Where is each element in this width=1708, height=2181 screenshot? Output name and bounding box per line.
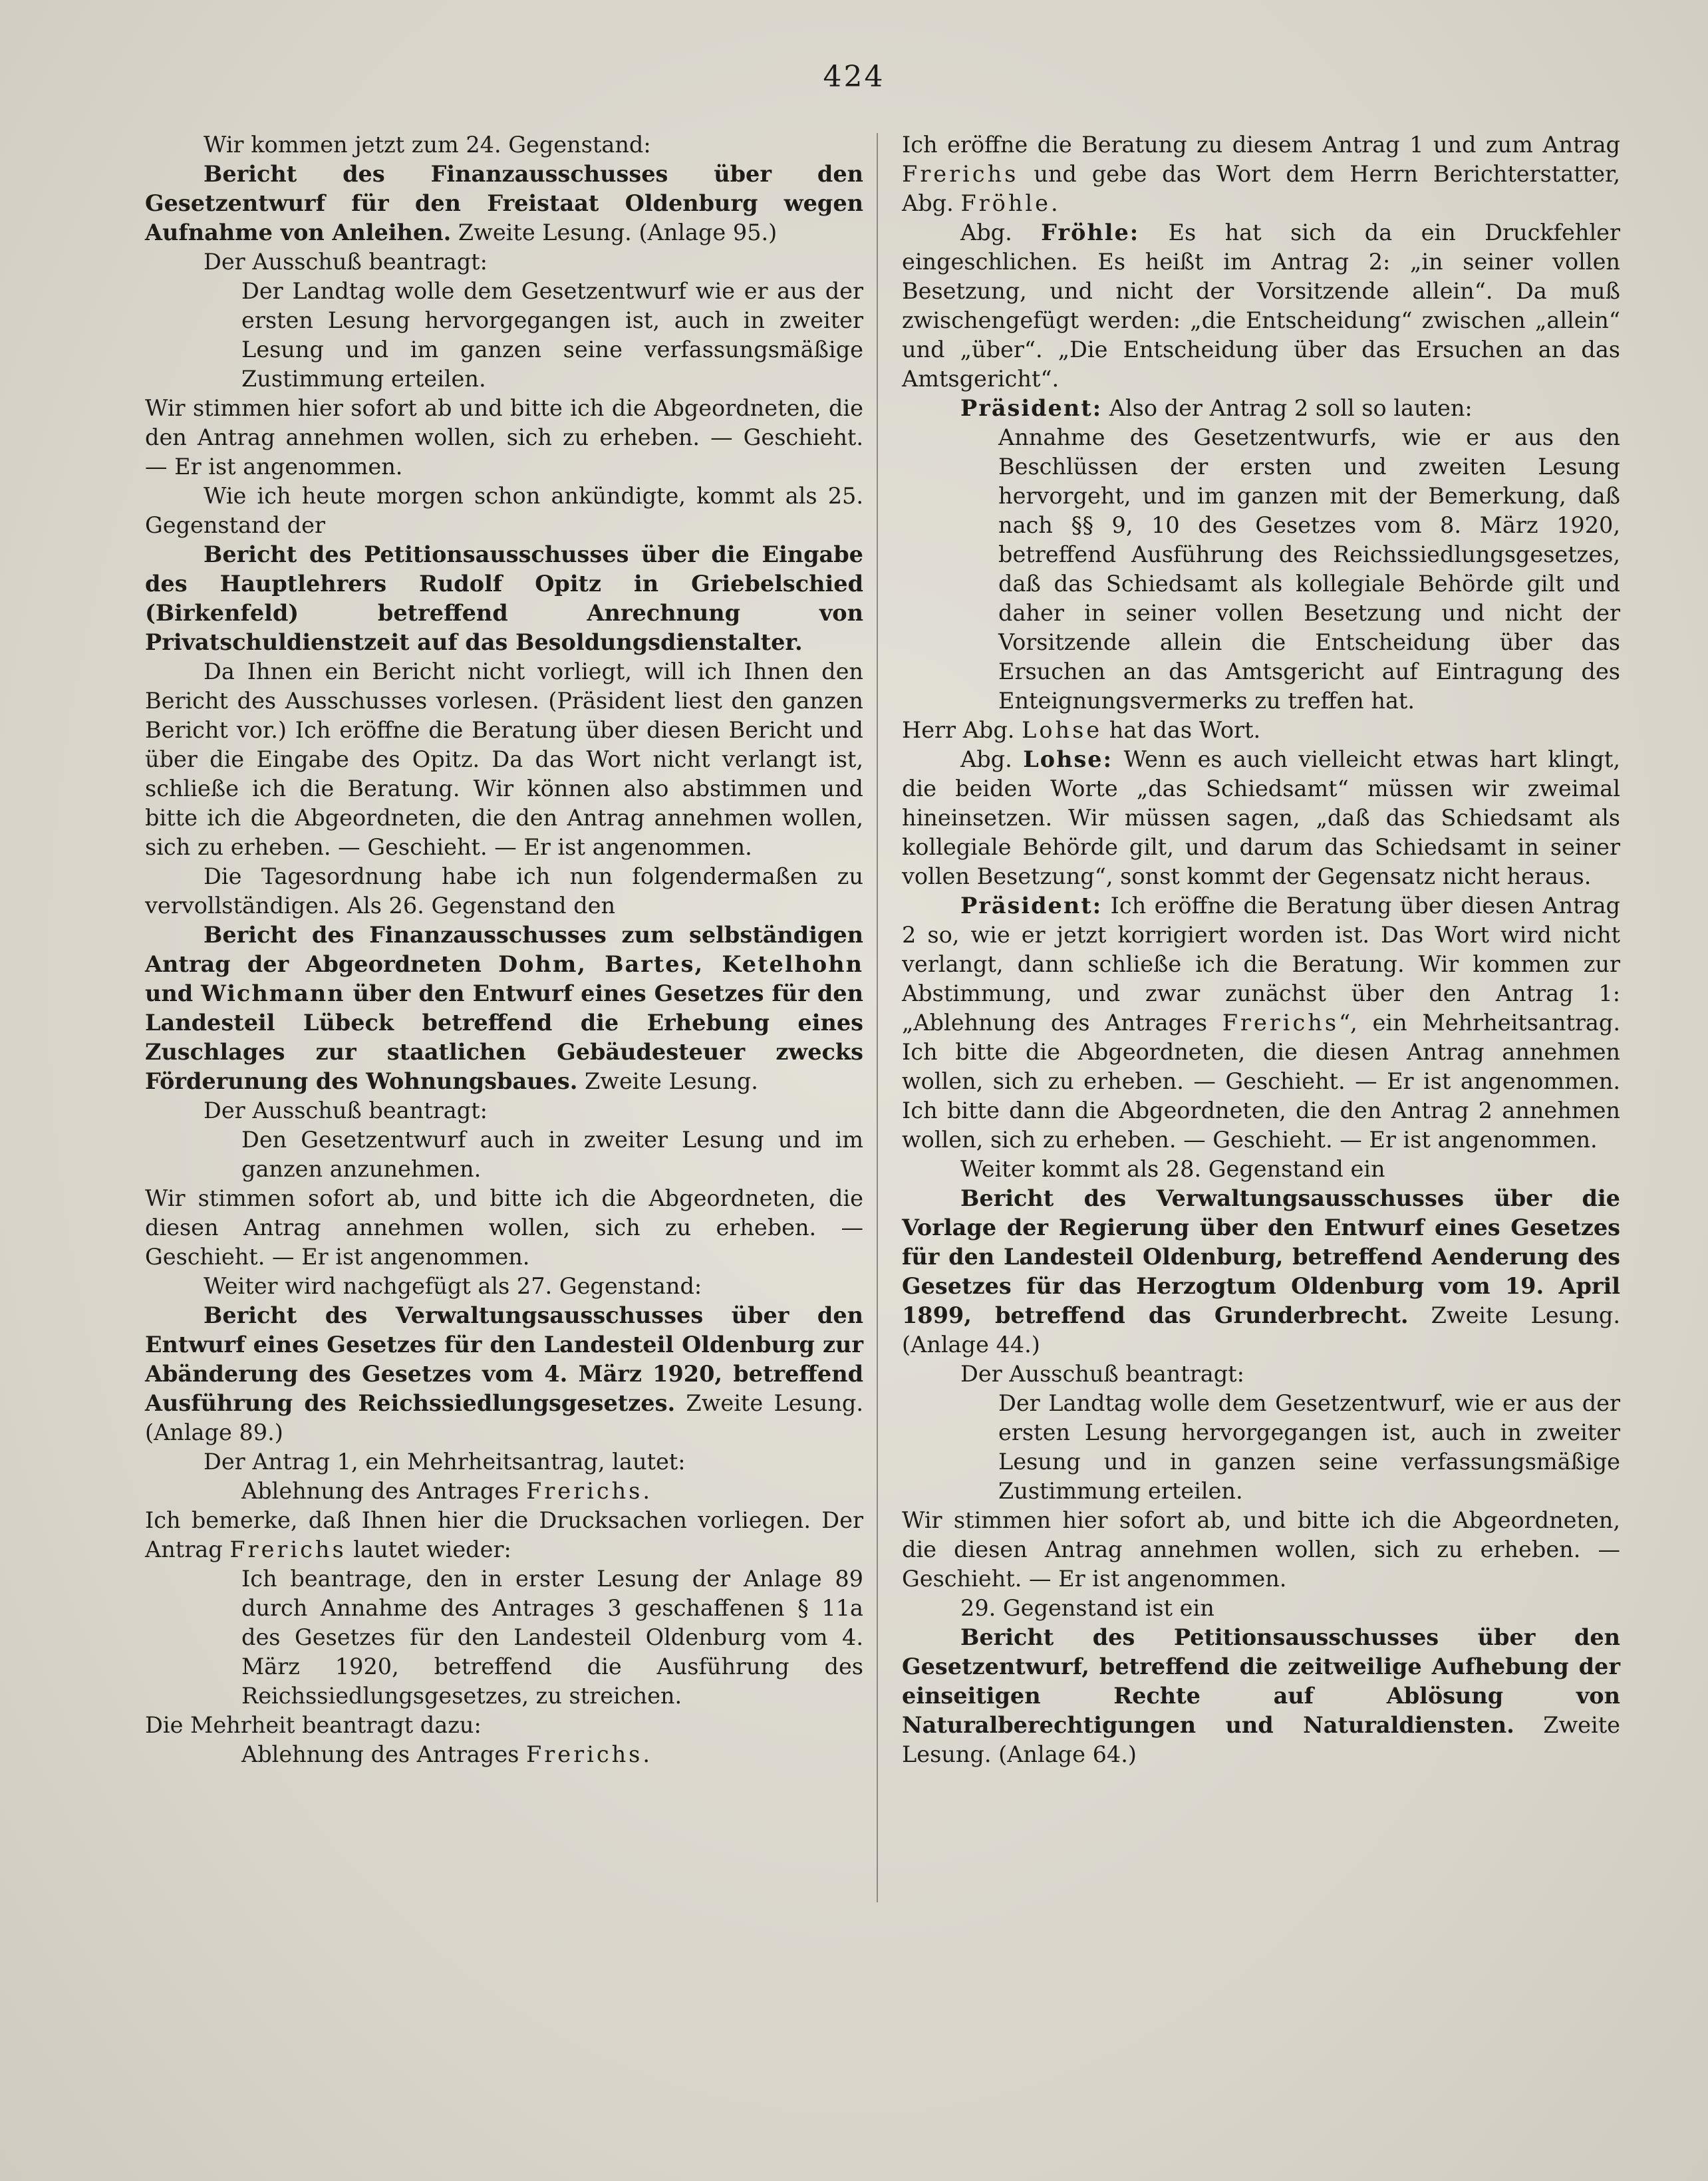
text-run: Fröhle bbox=[960, 190, 1051, 216]
paragraph bbox=[902, 394, 1620, 423]
text-run: Der Ausschuß beantragt: bbox=[204, 1097, 488, 1123]
text-run: Also der Antrag 2 soll so lauten: bbox=[1102, 395, 1473, 421]
paragraph bbox=[902, 1506, 1620, 1594]
page-number: 424 bbox=[823, 60, 885, 94]
text-run: Ablehnung des Antrages bbox=[241, 1741, 527, 1767]
column-divider bbox=[877, 133, 878, 1902]
paragraph bbox=[241, 1125, 863, 1184]
left-column bbox=[145, 130, 863, 1769]
paragraph bbox=[145, 657, 863, 862]
text-run: Wenn es auch vielleicht etwas hart klingt, die beiden Worte „das Schiedsamt“ müssen wir zweimal hineinsetzen. Wir müssen sagen, „daß das Schiedsamt als kollegiale Behörde gilt, und darum das Schiedsamt in seiner vollen Besetzung“, sonst kommt der Gegensatz nicht heraus. bbox=[902, 746, 1620, 889]
text-run: und gebe das Wort dem Herrn Berichterstatter, Abg. bbox=[902, 161, 1620, 216]
text-run: Ablehnung des Antrages bbox=[241, 1478, 527, 1504]
text-run: Fröhle: bbox=[1041, 219, 1140, 245]
text-run: Bericht des Petitionsausschusses über die Eingabe des Hauptlehrers Rudolf Opitz in Griebelschied (Birkenfeld) betreffend Anrechnung von Privatschuldienstzeit auf das Besoldungsdienstalter. bbox=[145, 541, 863, 655]
paragraph bbox=[902, 1360, 1620, 1389]
paragraph bbox=[902, 1155, 1620, 1184]
text-run: Frerichs bbox=[902, 161, 1019, 187]
text-run: Präsident: bbox=[960, 893, 1103, 919]
text-run: Wie ich heute morgen schon ankündigte, kommt als 25. Gegenstand der bbox=[145, 483, 863, 538]
text-run: Der Landtag wolle dem Gesetzentwurf, wie er aus der ersten Lesung hervorgegangen ist, auch in zweiter Lesung und in ganzen seine verfassungsmäßige Zustimmung erteilen. bbox=[998, 1390, 1620, 1504]
paragraph bbox=[145, 921, 863, 1096]
text-run: Zweite Lesung. (Anlage 44.) bbox=[902, 1302, 1620, 1358]
paragraph bbox=[241, 1477, 863, 1506]
paragraph bbox=[902, 745, 1620, 891]
text-run: Zweite Lesung. bbox=[577, 1068, 758, 1094]
text-run: Frerichs bbox=[229, 1536, 347, 1562]
text-run: Ich eröffne die Beratung zu diesem Antrag 1 und zum Antrag bbox=[902, 132, 1620, 158]
paragraph bbox=[145, 247, 863, 277]
text-run: Lohse bbox=[1022, 717, 1103, 743]
paragraph bbox=[241, 1740, 863, 1769]
text-run: und bbox=[145, 980, 202, 1006]
text-run: Bericht des Verwaltungsausschusses über den Entwurf eines Gesetzes für den Landesteil Oldenburg zur Abänderung des Gesetzes vom 4. März 1920, betreffend Ausführung des Reichssiedlungsgesetzes. bbox=[145, 1302, 863, 1416]
text-run: Frerichs bbox=[1222, 1010, 1340, 1036]
paragraph bbox=[145, 130, 863, 160]
paragraph bbox=[902, 1184, 1620, 1360]
text-run: Frerichs bbox=[526, 1741, 643, 1767]
text-run: Bericht des Verwaltungsausschusses über die Vorlage der Regierung über den Entwurf eines Gesetzes für den Landesteil Oldenburg, betreffend Aenderung des Gesetzes für das Herzogtum Oldenburg vom 19. April 1899, betreffend das Grunderbrecht. bbox=[902, 1185, 1620, 1328]
text-run: Bericht des Finanzausschusses über den Gesetzentwurf für den Freistaat Oldenburg wegen Aufnahme von Anleihen. bbox=[145, 161, 863, 245]
paragraph bbox=[902, 218, 1620, 394]
text-run: Der Landtag wolle dem Gesetzentwurf wie er aus der ersten Lesung hervorgegangen ist, auch in zweiter Lesung und im ganzen seine verfassungsmäßige Zustimmung erteilen. bbox=[241, 278, 863, 392]
text-run: Zweite Lesung. (Anlage 95.) bbox=[451, 219, 778, 245]
paragraph bbox=[145, 1096, 863, 1125]
text-run: . bbox=[1050, 190, 1058, 216]
paragraph bbox=[145, 160, 863, 247]
text-run: Dohm, Bartes, Ketelhohn bbox=[498, 951, 863, 977]
text-run: “, ein Mehrheitsantrag. Ich bitte die Abgeordneten, die diesen Antrag annehmen wollen, sich zu erheben. — Geschieht. — Er ist angenommen. Ich bitte dann die Abgeordneten, die den Antrag 2 annehmen wollen, sich zu erheben. — Geschieht. — Er ist angenommen. bbox=[902, 1010, 1620, 1153]
paragraph bbox=[902, 716, 1620, 745]
text-run: hat das Wort. bbox=[1102, 717, 1261, 743]
paragraph bbox=[145, 1184, 863, 1272]
text-run: Frerichs bbox=[526, 1478, 643, 1504]
text-run: Die Mehrheit beantragt dazu: bbox=[145, 1712, 482, 1738]
text-run: Weiter wird nachgefügt als 27. Gegenstand: bbox=[204, 1273, 702, 1299]
text-run: Ich bemerke, daß Ihnen hier die Drucksachen vorliegen. Der Antrag bbox=[145, 1507, 863, 1562]
right-column bbox=[902, 130, 1620, 1769]
text-run: Ich beantrage, den in erster Lesung der Anlage 89 durch Annahme des Antrages 3 geschaffenen § 11a des Gesetzes für den Landesteil Oldenburg vom 4. März 1920, betreffend die Ausführung des Reichssiedlungsgesetzes, zu streichen. bbox=[241, 1566, 863, 1709]
text-run: Wir kommen jetzt zum 24. Gegenstand: bbox=[204, 132, 651, 158]
text-run: Da Ihnen ein Bericht nicht vorliegt, will ich Ihnen den Bericht des Ausschusses vorlesen. (Präsident liest den ganzen Bericht vor.) Ich eröffne die Beratung über diesen Bericht und über die Eingabe des Opitz. Da das Wort nicht verlangt ist, schließe ich die Beratung. Wir können also abstimmen und bitte ich die Abgeordneten, die den Antrag annehmen wollen, sich zu erheben. — Geschieht. — Er ist angenommen. bbox=[145, 658, 863, 860]
text-run: Abg. bbox=[960, 746, 1024, 772]
paragraph bbox=[902, 1623, 1620, 1769]
paragraph bbox=[145, 540, 863, 657]
text-run: Bericht des Finanzausschusses zum selbständigen Antrag der Abgeordneten bbox=[145, 922, 863, 977]
text-run: Ich eröffne die Beratung über diesen Antrag 2 so, wie er jetzt korrigiert worden ist. Das Wort wird nicht verlangt, dann schließe ich die Beratung. Wir kommen zur Abstimmung, und zwar zunächst über den Antrag 1: „Ablehnung des Antrages bbox=[902, 893, 1620, 1036]
text-run: Es hat sich da ein Druckfehler eingeschlichen. Es heißt im Antrag 2: „in seiner vollen Besetzung, und nicht der Vorsitzende allein“. Da muß zwischengefügt werden: „die Entscheidung“ zwischen „allein“ und „über“. „Die Entscheidung über das Ersuchen an das Amtsgericht“. bbox=[902, 219, 1620, 392]
text-run: Wir stimmen hier sofort ab und bitte ich die Abgeordneten, die den Antrag annehmen wollen, sich zu erheben. — Geschieht. — Er ist angenommen. bbox=[145, 395, 863, 480]
paragraph bbox=[145, 1506, 863, 1564]
text-run: Lohse: bbox=[1023, 746, 1113, 772]
text-run: 29. Gegenstand ist ein bbox=[960, 1595, 1214, 1621]
text-run: Zweite Lesung. (Anlage 64.) bbox=[902, 1712, 1620, 1767]
text-run: Abg. bbox=[960, 219, 1042, 245]
paragraph bbox=[145, 1447, 863, 1477]
paragraph bbox=[145, 1711, 863, 1740]
text-run: Der Ausschuß beantragt: bbox=[204, 249, 488, 275]
paragraph bbox=[902, 130, 1620, 218]
text-run: Wichmann bbox=[201, 980, 345, 1006]
text-run: Den Gesetzentwurf auch in zweiter Lesung und im ganzen anzunehmen. bbox=[241, 1127, 863, 1182]
text-run: Annahme des Gesetzentwurfs, wie er aus den Beschlüssen der ersten und zweiten Lesung hervorgeht, und im ganzen mit der Bemerkung, daß nach §§ 9, 10 des Gesetzes vom 8. März 1920, betreffend Ausführung des Reichssiedlungsgesetzes, daß das Schiedsamt als kollegiale Behörde gilt und daher in seiner vollen Besetzung und nicht der Vorsitzende allein die Entscheidung über das Ersuchen an das Amtsgericht auf Eintragung des Enteignungsvermerks zu treffen hat. bbox=[998, 424, 1620, 714]
paragraph bbox=[145, 394, 863, 482]
text-run: Herr Abg. bbox=[902, 717, 1022, 743]
text-run: Präsident: bbox=[960, 395, 1103, 421]
paragraph bbox=[145, 1301, 863, 1447]
text-run: Der Ausschuß beantragt: bbox=[960, 1361, 1244, 1387]
paragraph bbox=[241, 277, 863, 394]
paragraph bbox=[241, 1564, 863, 1711]
text-run: Weiter kommt als 28. Gegenstand ein bbox=[960, 1156, 1385, 1182]
text-run: Wir stimmen sofort ab, und bitte ich die Abgeordneten, die diesen Antrag annehmen wollen, sich zu erheben. — Geschieht. — Er ist angenommen. bbox=[145, 1185, 863, 1270]
paragraph bbox=[902, 1594, 1620, 1623]
text-run: Die Tagesordnung habe ich nun folgendermaßen zu vervollständigen. Als 26. Gegenstand den bbox=[145, 863, 863, 919]
text-run: Zweite Lesung. (Anlage 89.) bbox=[145, 1390, 863, 1445]
text-run: über den Entwurf eines Gesetzes für den Landesteil Lübeck betreffend die Erhebung eines Zuschlages zur staatlichen Gebäudesteuer zwecks Förderunung des Wohnungsbaues. bbox=[145, 980, 863, 1094]
text-run: Der Antrag 1, ein Mehrheitsantrag, lautet: bbox=[204, 1449, 686, 1475]
paragraph bbox=[145, 482, 863, 540]
paragraph bbox=[902, 891, 1620, 1155]
text-run: Wir stimmen hier sofort ab, und bitte ich die Abgeordneten, die diesen Antrag annehmen wollen, sich zu erheben. — Geschieht. — Er ist angenommen. bbox=[902, 1507, 1620, 1592]
text-run: Bericht des Petitionsausschusses über den Gesetzentwurf, betreffend die zeitweilige Aufhebung der einseitigen Rechte auf Ablösung von Naturalberechtigungen und Naturaldiensten. bbox=[902, 1624, 1620, 1738]
text-run: lautet wieder: bbox=[346, 1536, 511, 1562]
paragraph bbox=[998, 1389, 1620, 1506]
text-run: . bbox=[642, 1741, 650, 1767]
paragraph bbox=[145, 862, 863, 921]
paragraph bbox=[145, 1272, 863, 1301]
text-run: . bbox=[642, 1478, 650, 1504]
paragraph bbox=[998, 423, 1620, 716]
